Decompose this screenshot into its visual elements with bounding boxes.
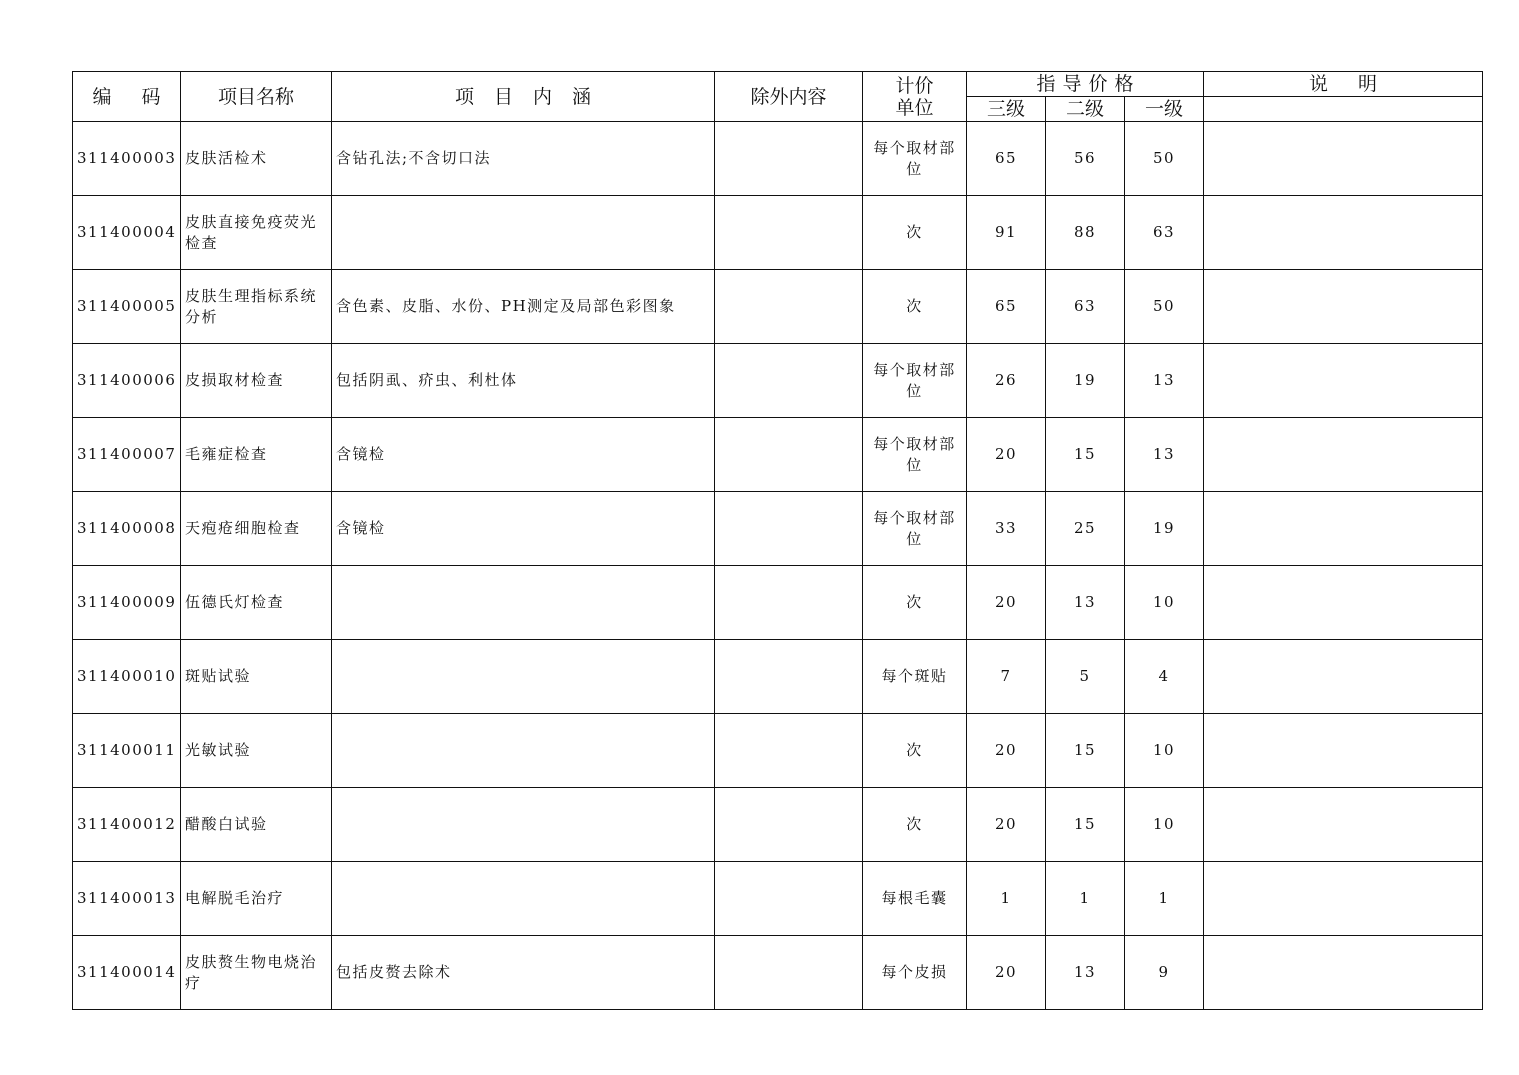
cell-price-level1: 13 <box>1125 418 1204 492</box>
cell-note <box>1204 196 1483 270</box>
cell-content <box>332 788 715 862</box>
cell-price-level1: 13 <box>1125 344 1204 418</box>
cell-name: 光敏试验 <box>181 714 332 788</box>
cell-price-level3: 33 <box>967 492 1046 566</box>
cell-exclusion <box>715 640 863 714</box>
cell-price-level3: 26 <box>967 344 1046 418</box>
cell-exclusion <box>715 714 863 788</box>
cell-unit: 每个斑贴 <box>863 640 967 714</box>
cell-note <box>1204 418 1483 492</box>
cell-unit: 次 <box>863 566 967 640</box>
cell-note <box>1204 270 1483 344</box>
cell-price-level3: 20 <box>967 936 1046 1010</box>
cell-exclusion <box>715 788 863 862</box>
cell-name: 皮肤生理指标系统分析 <box>181 270 332 344</box>
cell-code: 311400012 <box>73 788 181 862</box>
cell-name: 皮肤活检术 <box>181 122 332 196</box>
table-row <box>73 566 1483 640</box>
cell-note <box>1204 344 1483 418</box>
table-row <box>73 122 1483 196</box>
cell-code: 311400003 <box>73 122 181 196</box>
cell-price-level3: 20 <box>967 714 1046 788</box>
cell-code: 311400007 <box>73 418 181 492</box>
cell-note <box>1204 936 1483 1010</box>
cell-code: 311400014 <box>73 936 181 1010</box>
cell-note <box>1204 640 1483 714</box>
cell-price-level2: 5 <box>1046 640 1125 714</box>
cell-unit: 次 <box>863 788 967 862</box>
cell-exclusion <box>715 344 863 418</box>
cell-price-level3: 1 <box>967 862 1046 936</box>
header-level3: 三级 <box>967 97 1046 122</box>
table-row <box>73 936 1483 1010</box>
cell-name: 斑贴试验 <box>181 640 332 714</box>
cell-exclusion <box>715 418 863 492</box>
cell-code: 311400005 <box>73 270 181 344</box>
header-row-top <box>73 72 1483 97</box>
cell-code: 311400008 <box>73 492 181 566</box>
cell-unit: 次 <box>863 196 967 270</box>
header-unit-line1: 计价 <box>895 74 934 97</box>
cell-price-level2: 15 <box>1046 714 1125 788</box>
header-note: 说 明 <box>1204 72 1483 97</box>
cell-unit: 每个取材部位 <box>863 344 967 418</box>
cell-price-level2: 88 <box>1046 196 1125 270</box>
header-level2: 二级 <box>1046 97 1125 122</box>
cell-code: 311400006 <box>73 344 181 418</box>
table-row <box>73 418 1483 492</box>
cell-content <box>332 640 715 714</box>
cell-price-level2: 15 <box>1046 418 1125 492</box>
cell-price-level2: 63 <box>1046 270 1125 344</box>
cell-content: 含色素、皮脂、水份、PH测定及局部色彩图象 <box>332 270 715 344</box>
cell-price-level3: 7 <box>967 640 1046 714</box>
cell-unit: 次 <box>863 270 967 344</box>
cell-price-level1: 1 <box>1125 862 1204 936</box>
cell-unit: 每根毛囊 <box>863 862 967 936</box>
cell-code: 311400009 <box>73 566 181 640</box>
header-code: 编 码 <box>73 72 181 122</box>
cell-price-level1: 63 <box>1125 196 1204 270</box>
cell-price-level2: 25 <box>1046 492 1125 566</box>
table-row <box>73 196 1483 270</box>
cell-unit: 每个取材部位 <box>863 122 967 196</box>
header-unit-line2: 单位 <box>895 96 934 119</box>
cell-exclusion <box>715 492 863 566</box>
cell-content <box>332 714 715 788</box>
cell-note <box>1204 492 1483 566</box>
table-row <box>73 344 1483 418</box>
cell-unit: 每个取材部位 <box>863 492 967 566</box>
cell-name: 醋酸白试验 <box>181 788 332 862</box>
cell-price-level3: 20 <box>967 788 1046 862</box>
cell-content: 含镜检 <box>332 418 715 492</box>
cell-price-level2: 1 <box>1046 862 1125 936</box>
cell-name: 电解脱毛治疗 <box>181 862 332 936</box>
cell-unit: 每个取材部位 <box>863 418 967 492</box>
cell-price-level3: 20 <box>967 418 1046 492</box>
cell-code: 311400004 <box>73 196 181 270</box>
cell-price-level2: 13 <box>1046 566 1125 640</box>
cell-name: 皮损取材检查 <box>181 344 332 418</box>
cell-price-level3: 20 <box>967 566 1046 640</box>
cell-content: 含钻孔法;不含切口法 <box>332 122 715 196</box>
header-name: 项目名称 <box>181 72 332 122</box>
cell-exclusion <box>715 862 863 936</box>
table-row <box>73 492 1483 566</box>
cell-content: 含镜检 <box>332 492 715 566</box>
cell-price-level3: 65 <box>967 270 1046 344</box>
header-exclusion: 除外内容 <box>715 72 863 122</box>
cell-price-level1: 50 <box>1125 270 1204 344</box>
table-row <box>73 788 1483 862</box>
cell-exclusion <box>715 196 863 270</box>
cell-note <box>1204 862 1483 936</box>
cell-price-level3: 65 <box>967 122 1046 196</box>
cell-exclusion <box>715 122 863 196</box>
cell-price-level2: 15 <box>1046 788 1125 862</box>
header-price-group: 指导价格 <box>967 72 1204 97</box>
cell-name: 天疱疮细胞检查 <box>181 492 332 566</box>
cell-name: 伍德氏灯检查 <box>181 566 332 640</box>
header-level1: 一级 <box>1125 97 1204 122</box>
cell-price-level1: 10 <box>1125 566 1204 640</box>
cell-name: 毛雍症检查 <box>181 418 332 492</box>
header-note-sub <box>1204 97 1483 122</box>
table-row <box>73 862 1483 936</box>
cell-price-level2: 19 <box>1046 344 1125 418</box>
cell-code: 311400013 <box>73 862 181 936</box>
table-row <box>73 714 1483 788</box>
cell-name: 皮肤赘生物电烧治疗 <box>181 936 332 1010</box>
cell-price-level1: 10 <box>1125 714 1204 788</box>
table-row <box>73 270 1483 344</box>
cell-content <box>332 196 715 270</box>
cell-exclusion <box>715 936 863 1010</box>
cell-price-level1: 4 <box>1125 640 1204 714</box>
cell-content: 包括皮赘去除术 <box>332 936 715 1010</box>
header-unit <box>863 72 967 122</box>
cell-content <box>332 566 715 640</box>
cell-content <box>332 862 715 936</box>
cell-price-level2: 56 <box>1046 122 1125 196</box>
cell-price-level1: 50 <box>1125 122 1204 196</box>
cell-unit: 次 <box>863 714 967 788</box>
cell-price-level1: 10 <box>1125 788 1204 862</box>
cell-note <box>1204 566 1483 640</box>
cell-content: 包括阴虱、疥虫、利杜体 <box>332 344 715 418</box>
cell-note <box>1204 714 1483 788</box>
cell-code: 311400011 <box>73 714 181 788</box>
header-content: 项 目 内 涵 <box>332 72 715 122</box>
table-body <box>73 122 1483 1010</box>
cell-code: 311400010 <box>73 640 181 714</box>
cell-exclusion <box>715 566 863 640</box>
cell-price-level3: 91 <box>967 196 1046 270</box>
cell-price-level1: 9 <box>1125 936 1204 1010</box>
cell-name: 皮肤直接免疫荧光检查 <box>181 196 332 270</box>
cell-price-level1: 19 <box>1125 492 1204 566</box>
cell-unit: 每个皮损 <box>863 936 967 1010</box>
price-table <box>72 71 1483 1010</box>
cell-price-level2: 13 <box>1046 936 1125 1010</box>
cell-note <box>1204 788 1483 862</box>
cell-note <box>1204 122 1483 196</box>
cell-exclusion <box>715 270 863 344</box>
table-row <box>73 640 1483 714</box>
